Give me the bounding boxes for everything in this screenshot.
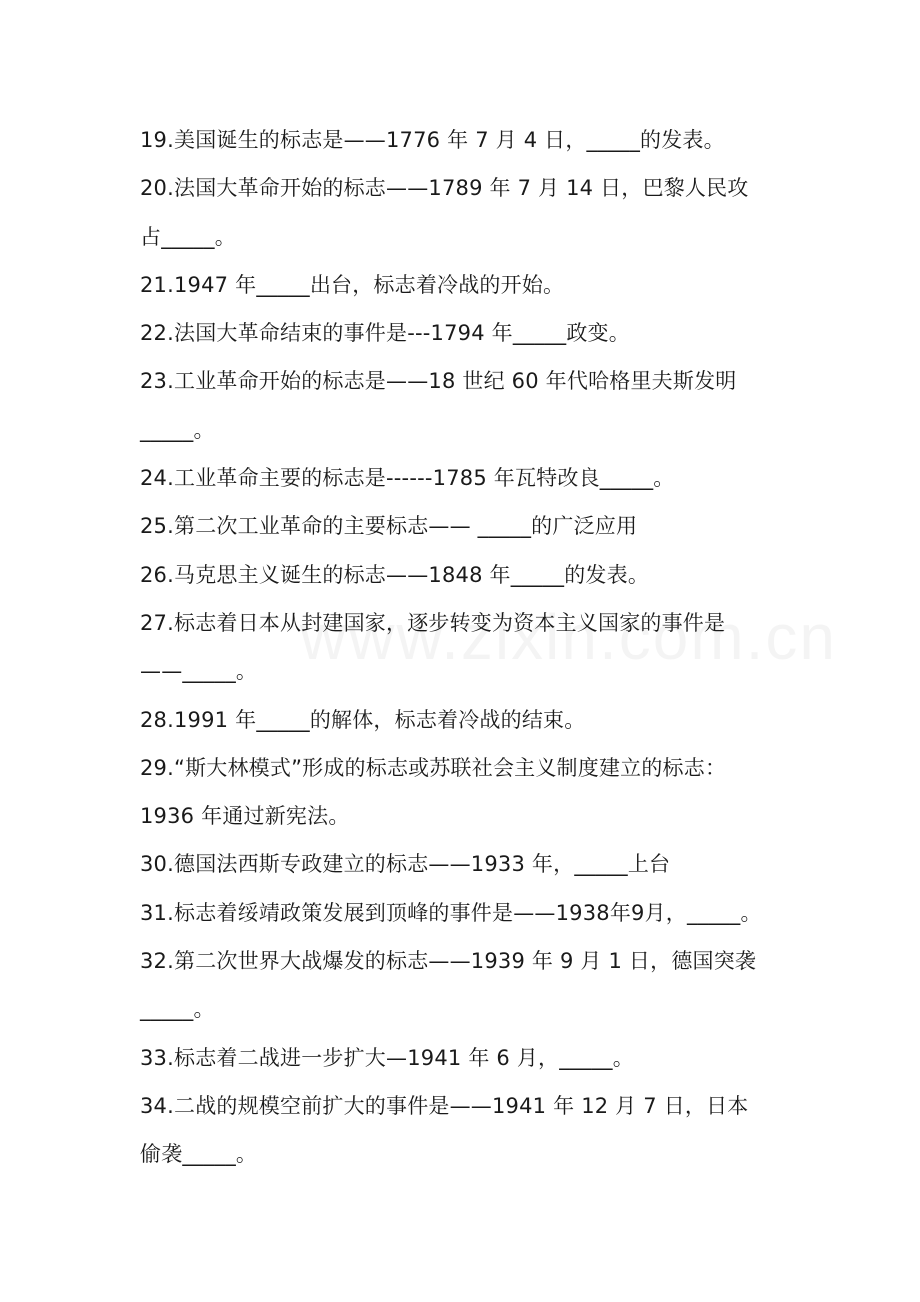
text-line-23b: _____。: [140, 417, 215, 442]
text-line-27b: ——_____。: [140, 659, 258, 684]
text-line-20b: 占_____。: [140, 224, 236, 249]
text-line-23a: 23.工业革命开始的标志是——18 世纪 60 年代哈格里夫斯发明: [140, 369, 737, 394]
text-line-32a: 32.第二次世界大战爆发的标志——1939 年 9 月 1 日，德国突袭: [140, 949, 757, 974]
text-line-34a: 34.二战的规模空前扩大的事件是——1941 年 12 月 7 日，日本: [140, 1093, 749, 1118]
text-line-20a: 20.法国大革命开始的标志——1789 年 7 月 14 日，巴黎人民攻: [140, 176, 749, 201]
text-line-27a: 27.标志着日本从封建国家，逐步转变为资本主义国家的事件是: [140, 610, 726, 635]
text-line-22: 22.法国大革命结束的事件是---1794 年_____政变。: [140, 321, 630, 346]
text-line-30: 30.德国法西斯专政建立的标志——1933 年，_____上台: [140, 852, 671, 877]
text-line-21: 21.1947 年_____出台，标志着冷战的开始。: [140, 272, 565, 297]
text-line-33: 33.标志着二战进一步扩大—1941 年 6 月，_____。: [140, 1045, 634, 1070]
text-line-25: 25.第二次工业革命的主要标志—— _____的广泛应用: [140, 514, 638, 539]
text-line-34b: 偷袭_____。: [140, 1142, 258, 1167]
text-line-29a: 29.“斯大林模式”形成的标志或苏联社会主义制度建立的标志：: [140, 755, 727, 780]
question-list: [140, 116, 800, 1179]
text-line-19: 19.美国诞生的标志是——1776 年 7 月 4 日，_____的发表。: [140, 128, 725, 152]
text-line-32b: _____。: [140, 997, 215, 1022]
text-line-29b: 1936 年通过新宪法。: [140, 804, 350, 829]
text-line-26: 26.马克思主义诞生的标志——1848 年_____的发表。: [140, 562, 650, 587]
text-line-24: 24.工业革命主要的标志是------1785 年瓦特改良_____。: [140, 466, 675, 491]
text-line-31: 31.标志着绥靖政策发展到顶峰的事件是——1938年9月，_____。: [140, 900, 762, 925]
text-line-28: 28.1991 年_____的解体，标志着冷战的结束。: [140, 707, 586, 732]
